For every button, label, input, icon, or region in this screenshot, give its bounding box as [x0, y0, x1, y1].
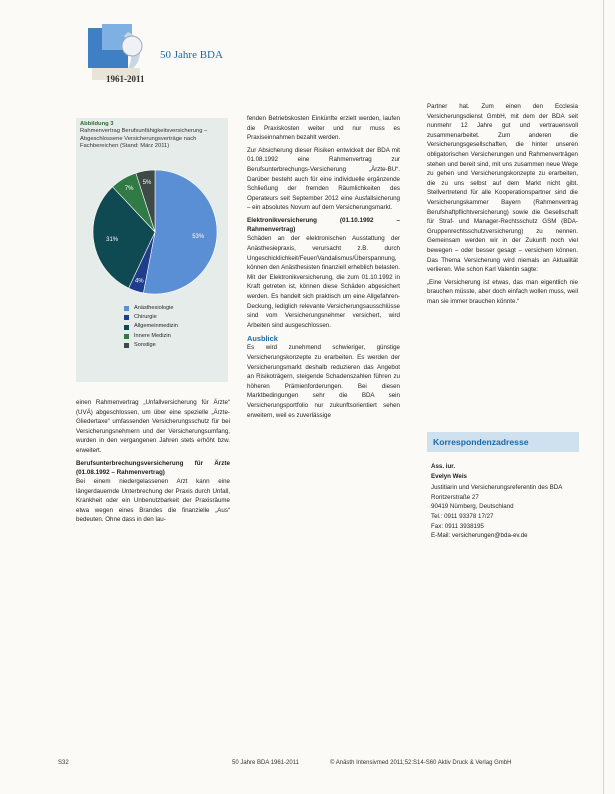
contact-role: Justitiarin und Versicherungsreferentin des BDA [431, 484, 563, 492]
column-left-text [76, 398, 230, 528]
column-right-text [427, 102, 578, 309]
contact-phone: Tel.: 0911 93378 17/27 [431, 512, 494, 520]
section-heading: Elektronikversicherung (01.10.1992 – Rahmenvertrag) [247, 216, 400, 234]
contact-box [427, 432, 579, 541]
legend-label: Chirurgie [134, 314, 157, 321]
legend-item [124, 332, 178, 341]
quote: „Eine Versicherung ist etwas, das man eigentlich nie brauchen müsste, aber doch einfach wollen muss, weil man sie immer brauchen könnte.“ [427, 278, 578, 305]
contact-street: Roritzerstraße 27 [431, 493, 479, 501]
page-number: S32 [58, 760, 69, 766]
footer-copyright: © Anästh Intensivmed 2011;52:S14-S60 Aktiv Druck & Verlag GmbH [330, 760, 512, 766]
legend-swatch [124, 325, 129, 330]
page-edge [603, 0, 604, 794]
contact-title-academic: Ass. iur. [431, 463, 456, 470]
legend-swatch [124, 334, 129, 339]
chart-legend [124, 304, 178, 350]
pie-label-2: 31% [106, 236, 119, 243]
legend-label: Allgemeinmedizin [134, 323, 178, 330]
legend-label: Anästhesiologie [134, 305, 174, 311]
legend-swatch [124, 343, 129, 348]
footer-journal: 50 Jahre BDA 1961-2011 [232, 760, 299, 766]
figure-label: Abbildung 3 [80, 121, 114, 127]
paragraph: Bei einem niedergelassenen Arzt kann eine längerdauernde Unterbrechung der Praxis durch Unfall, Krankheit oder ein Unbenutzbarkeit der Praxisräume etwa wegen eines Brandes die finanzielle „Aus“ bedeuten. Ohne dass in den lau- [76, 477, 230, 524]
figure-box [76, 118, 228, 382]
pie-label-3: 7% [124, 186, 134, 193]
section-heading: Ausblick [247, 334, 278, 344]
contact-title: Korrespondenzadresse [427, 432, 579, 452]
paragraph: einen Rahmenvertrag „Unfallversicherung für Ärzte“ (UVÄ) abgeschlossen, um über eine spezielle „Ärzte-Gliedertaxe“ umfassenden Versicherungsschutz für bei Versicherungsnehmern und der Versicherungsumfang, wurden in den vergangenen Jahren stets erhöht bzw. erweitert. [76, 399, 230, 454]
paragraph: Partner hat. Zum einen den Ecclesia Versicherungsdienst GmbH, mit dem der BDA seit nunmehr 12 Jahre gut und vertrauensvoll zusammenarbeitet. Zum anderen die Versicherungsgesellschaften, die hinter unseren obligatorischen Versicherungen und Rahmenverträgen stehen und bereit sind, mit uns zusammen neue Wege zu gehen und Versicherungskonzepte zu erarbeiten, die zu uns selbst auf dem Markt nicht gibt. Stellvertretend für alle Kooperationspartner sind die Versicherungskammer Bayern (Rahmenvertrag Berufshaftpflichtversicherung) sowie die Gesellschaft für Straf- und Manager-Rechtsschutz GSM (BDA-Gruppenrechtsschutzversicherung) zu nennen. Gemeinsam werden wir in der Zukunft noch viel bewegen – oder besser gesagt – versichern können. Das Thema Versicherung wird niemals an Aktualität verlieren. Wie schon Karl Valentin sagte: [427, 103, 578, 274]
legend-item [124, 322, 178, 331]
paragraph: fenden Betriebskosten Einkünfte erzielt werden, laufen die Praxiskosten weiter und nur muss es Praxiseinnahmen bezahlt werden. [247, 115, 400, 142]
legend-item [124, 341, 178, 350]
paragraph: Zur Absicherung dieser Risiken entwickelt der BDA mit 01.08.1992 eine Rahmenvertrag zur Berufsunterbrechungs-Versicherung „Ärzte-BU“. Darüber besteht auch für eine individuelle ergänzende Schließung der fremden Räumlichkeiten des Operateurs seit September 2012 eine Ausfallsicherung – ein absolutes Novum auf dem Versicherungsmarkt. [247, 146, 400, 212]
contact-email[interactable]: E-Mail: versicherungen@bda-ev.de [431, 532, 528, 540]
section-heading: Berufsunterbrechungsversicherung für Ärzte (01.08.1992 – Rahmenvertrag) [76, 459, 230, 476]
pie-label-4: 5% [142, 179, 152, 186]
legend-swatch [124, 306, 129, 311]
legend-swatch [124, 315, 129, 320]
logo-years: 1961-2011 [106, 74, 145, 84]
header-title: 50 Jahre BDA [160, 49, 223, 61]
figure-caption [80, 121, 222, 151]
figure-caption-text: Rahmenvertrag Berufsunfähigkeitsversicherung – Abgeschlossene Versicherungsverträge nach Fachbereichen (Stand: März 2011) [80, 128, 208, 150]
legend-label: Innere Medizin [134, 332, 171, 339]
pie-label-0: 53% [192, 234, 205, 241]
contact-name: Evelyn Weis [431, 472, 467, 480]
contact-city: 90419 Nürnberg, Deutschland [431, 503, 514, 511]
pie-chart [91, 168, 219, 296]
legend-label: Sonstige [134, 341, 156, 348]
legend-item [124, 313, 178, 322]
column-middle-text [247, 114, 400, 423]
paragraph: Schäden an der elektronischen Ausstattung der Anästhesiepraxis, verursacht z.B. durch Ungeschicklichkeit/Feuer/Vandalismus/Überspannung, können den Anästhesisten finanziell erheblich belasten. Mit der Elektronikversicherung, die zum 01.10.1992 in Kraft getreten ist, können diese Schäden abgesichert werden. Es handelt sich praktisch um eine Allgefahren-Deckung, lediglich relevante Versicherungsausschlüsse sind vom Versicherungsnehmer versichert, wird Arbeiten sind ausgeschlossen. [247, 235, 400, 329]
paragraph: Es wird zunehmend schwieriger, günstige Versicherungskonzepte zu erarbeiten. Es werden der Versicherungsmarkt deshalb reduzieren das Angebot an Risikoträgern, steigende Schadenszahlen führen zu höheren Prämienforderungen. Bei diesen Marktbedingungen sehr die BDA sein Versicherungsportfolio nur zukunftsorientiert sehen erweitern, weil es zuverlässige [247, 344, 400, 419]
pie-label-1: 4% [134, 278, 144, 285]
contact-fax: Fax: 0911 3938195 [431, 522, 484, 530]
legend-item [124, 304, 178, 313]
